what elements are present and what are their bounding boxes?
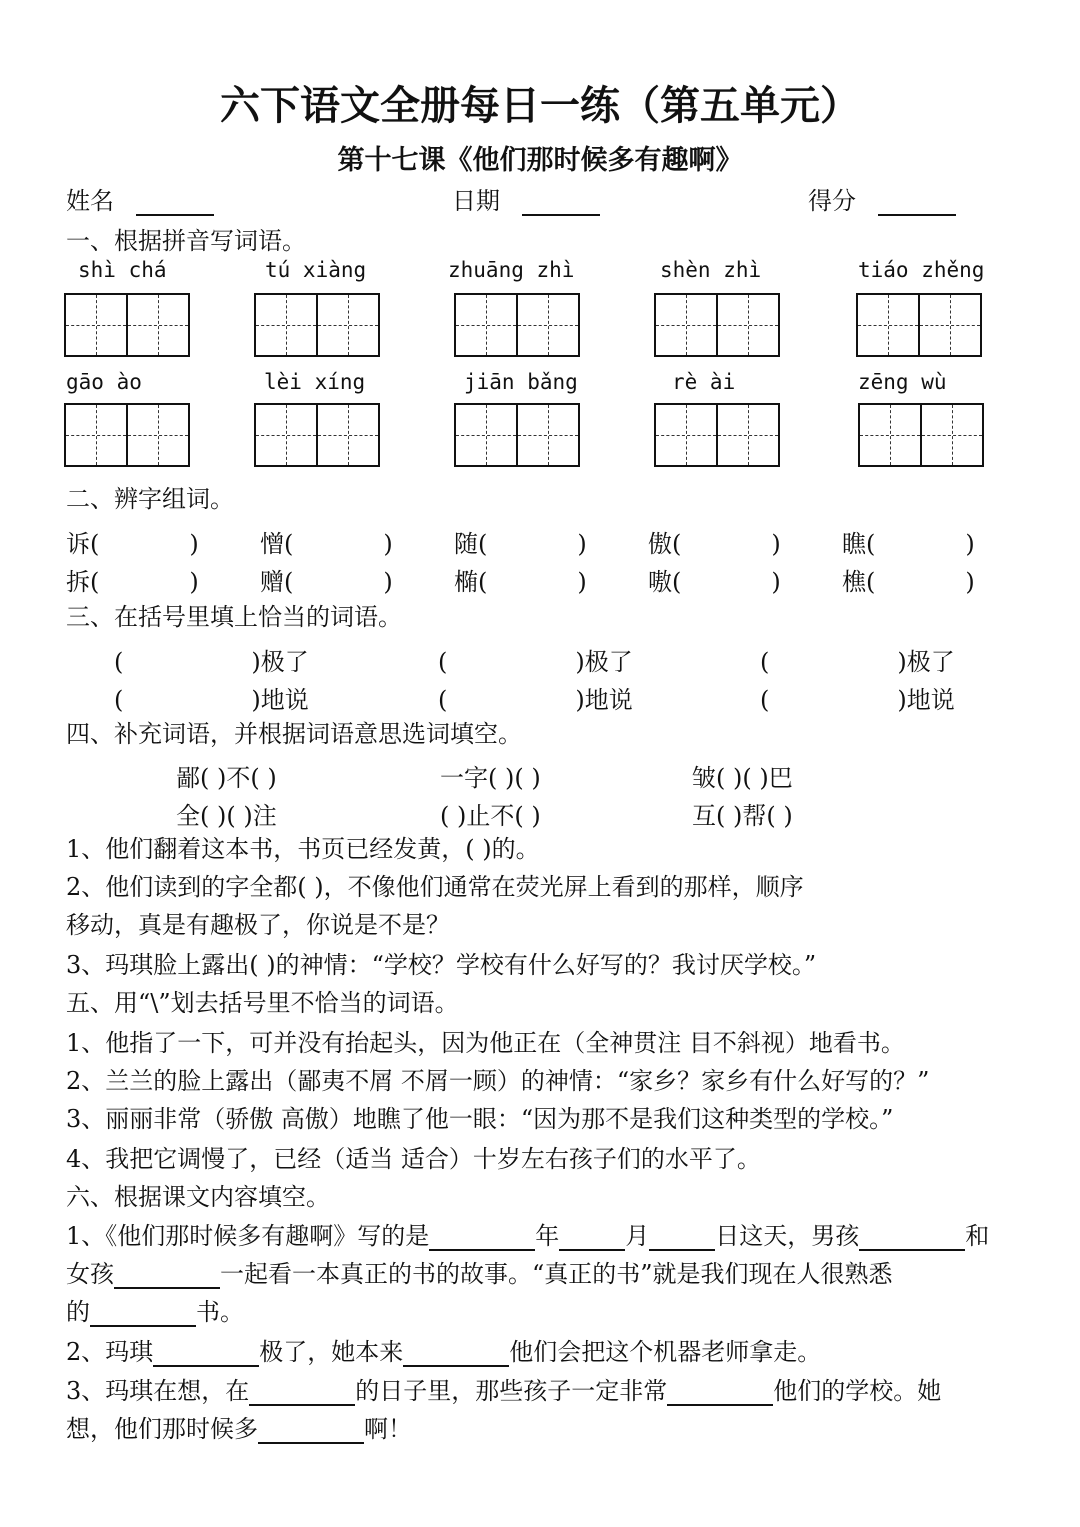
pinyin-label: shèn zhì (660, 258, 762, 282)
question[interactable]: 3、玛琪脸上露出( )的神情：“学校？学校有什么好写的？我讨厌学校。” (66, 951, 817, 979)
question-continued[interactable]: 女孩 一起看一本真正的书的故事。“真正的书”就是我们现在人很熟悉 (66, 1260, 893, 1288)
question[interactable]: 1、《他们那时候多有趣啊》写的是 年 月 日这天，男孩 和 (66, 1222, 990, 1250)
pinyin-label: shì chá (78, 258, 167, 282)
char-item[interactable]: 随( ) (454, 530, 587, 558)
pinyin-label: tiáo zhěng (858, 258, 985, 282)
idiom-item[interactable]: 鄙( )不( ) (176, 764, 277, 792)
pinyin-label: rè ài (672, 370, 736, 394)
writing-grid[interactable] (856, 293, 982, 357)
answer-blank[interactable] (403, 1343, 509, 1367)
writing-grid[interactable] (64, 293, 190, 357)
pinyin-label: zhuāng zhì (448, 258, 575, 282)
fill-item[interactable]: ( )地说 (760, 686, 955, 714)
question-continued[interactable]: 想，他们那时候多 啊！ (66, 1415, 412, 1443)
pinyin-label: lèi xíng (264, 370, 366, 394)
fill-item[interactable]: ( )极了 (114, 648, 309, 676)
answer-blank[interactable] (249, 1382, 355, 1406)
char-item[interactable]: 瞧( ) (842, 530, 975, 558)
answer-blank[interactable] (667, 1382, 773, 1406)
idiom-item[interactable]: 全( )( )注 (176, 802, 277, 830)
char-item[interactable]: 拆( ) (66, 568, 199, 596)
answer-blank[interactable] (258, 1420, 364, 1444)
char-item[interactable]: 傲( ) (648, 530, 781, 558)
page-title: 六下语文全册每日一练（第五单元） (220, 82, 860, 129)
question[interactable]: 1、他们翻着这本书，书页已经发黄，( )的。 (66, 835, 540, 863)
date-label: 日期 (452, 187, 500, 215)
date-field[interactable] (452, 186, 600, 216)
answer-blank[interactable] (114, 1265, 220, 1289)
question[interactable]: 1、他指了一下，可并没有抬起头，因为他正在（全神贯注 目不斜视）地看书。 (66, 1029, 905, 1057)
writing-grid[interactable] (454, 403, 580, 467)
fill-item[interactable]: ( )极了 (760, 648, 955, 676)
section5-heading: 五、用“\”划去括号里不恰当的词语。 (66, 989, 459, 1017)
pinyin-label: jiān bǎng (464, 370, 578, 394)
pinyin-label: gāo ào (66, 370, 142, 394)
writing-grid[interactable] (858, 403, 984, 467)
question-continued: 移动，真是有趣极了，你说是不是？ (66, 911, 450, 939)
question[interactable]: 4、我把它调慢了，已经（适当 适合）十岁左右孩子们的水平了。 (66, 1145, 761, 1173)
question-continued[interactable]: 的 书。 (66, 1298, 244, 1326)
question[interactable]: 2、他们读到的字全都( )，不像他们通常在荧光屏上看到的那样，顺序 (66, 873, 804, 901)
section6-heading: 六、根据课文内容填空。 (66, 1183, 330, 1211)
score-field[interactable] (808, 186, 956, 216)
score-label: 得分 (808, 187, 856, 215)
date-blank[interactable] (522, 192, 600, 216)
writing-grid[interactable] (254, 403, 380, 467)
writing-grid[interactable] (454, 293, 580, 357)
idiom-item[interactable]: 互( )帮( ) (692, 802, 793, 830)
fill-item[interactable]: ( )地说 (438, 686, 633, 714)
section1-heading: 一、根据拼音写词语。 (66, 227, 306, 255)
question[interactable]: 2、兰兰的脸上露出（鄙夷不屑 不屑一顾）的神情：“家乡？家乡有什么好写的？” (66, 1067, 930, 1095)
answer-blank[interactable] (153, 1343, 259, 1367)
idiom-item[interactable]: ( )止不( ) (440, 802, 541, 830)
answer-blank[interactable] (649, 1227, 715, 1251)
lesson-title: 第十七课《他们那时候多有趣啊》 (337, 145, 743, 176)
char-item[interactable]: 椭( ) (454, 568, 587, 596)
writing-grid[interactable] (654, 403, 780, 467)
answer-blank[interactable] (859, 1227, 965, 1251)
name-label: 姓名 (66, 187, 114, 215)
answer-blank[interactable] (559, 1227, 625, 1251)
question[interactable]: 3、玛琪在想，在 的日子里，那些孩子一定非常 他们的学校。她 (66, 1377, 942, 1405)
section3-heading: 三、在括号里填上恰当的词语。 (66, 603, 402, 631)
question[interactable]: 2、玛琪 极了，她本来 他们会把这个机器老师拿走。 (66, 1338, 822, 1366)
fill-item[interactable]: ( )极了 (438, 648, 633, 676)
writing-grid[interactable] (254, 293, 380, 357)
char-item[interactable]: 赠( ) (260, 568, 393, 596)
question[interactable]: 3、丽丽非常（骄傲 高傲）地瞧了他一眼：“因为那不是我们这种类型的学校。” (66, 1105, 894, 1133)
char-item[interactable]: 诉( ) (66, 530, 199, 558)
pinyin-label: zēng wù (858, 370, 947, 394)
pinyin-label: tú xiàng (265, 258, 367, 282)
char-item[interactable]: 憎( ) (260, 530, 393, 558)
char-item[interactable]: 嗷( ) (648, 568, 781, 596)
char-item[interactable]: 樵( ) (842, 568, 975, 596)
fill-item[interactable]: ( )地说 (114, 686, 309, 714)
name-field[interactable] (66, 186, 214, 216)
idiom-item[interactable]: 皱( )( )巴 (692, 764, 793, 792)
answer-blank[interactable] (90, 1303, 196, 1327)
section4-heading: 四、补充词语，并根据词语意思选词填空。 (66, 720, 522, 748)
score-blank[interactable] (878, 192, 956, 216)
answer-blank[interactable] (429, 1227, 535, 1251)
writing-grid[interactable] (654, 293, 780, 357)
idiom-item[interactable]: 一字( )( ) (440, 764, 541, 792)
writing-grid[interactable] (64, 403, 190, 467)
name-blank[interactable] (136, 192, 214, 216)
section2-heading: 二、辨字组词。 (66, 485, 234, 513)
